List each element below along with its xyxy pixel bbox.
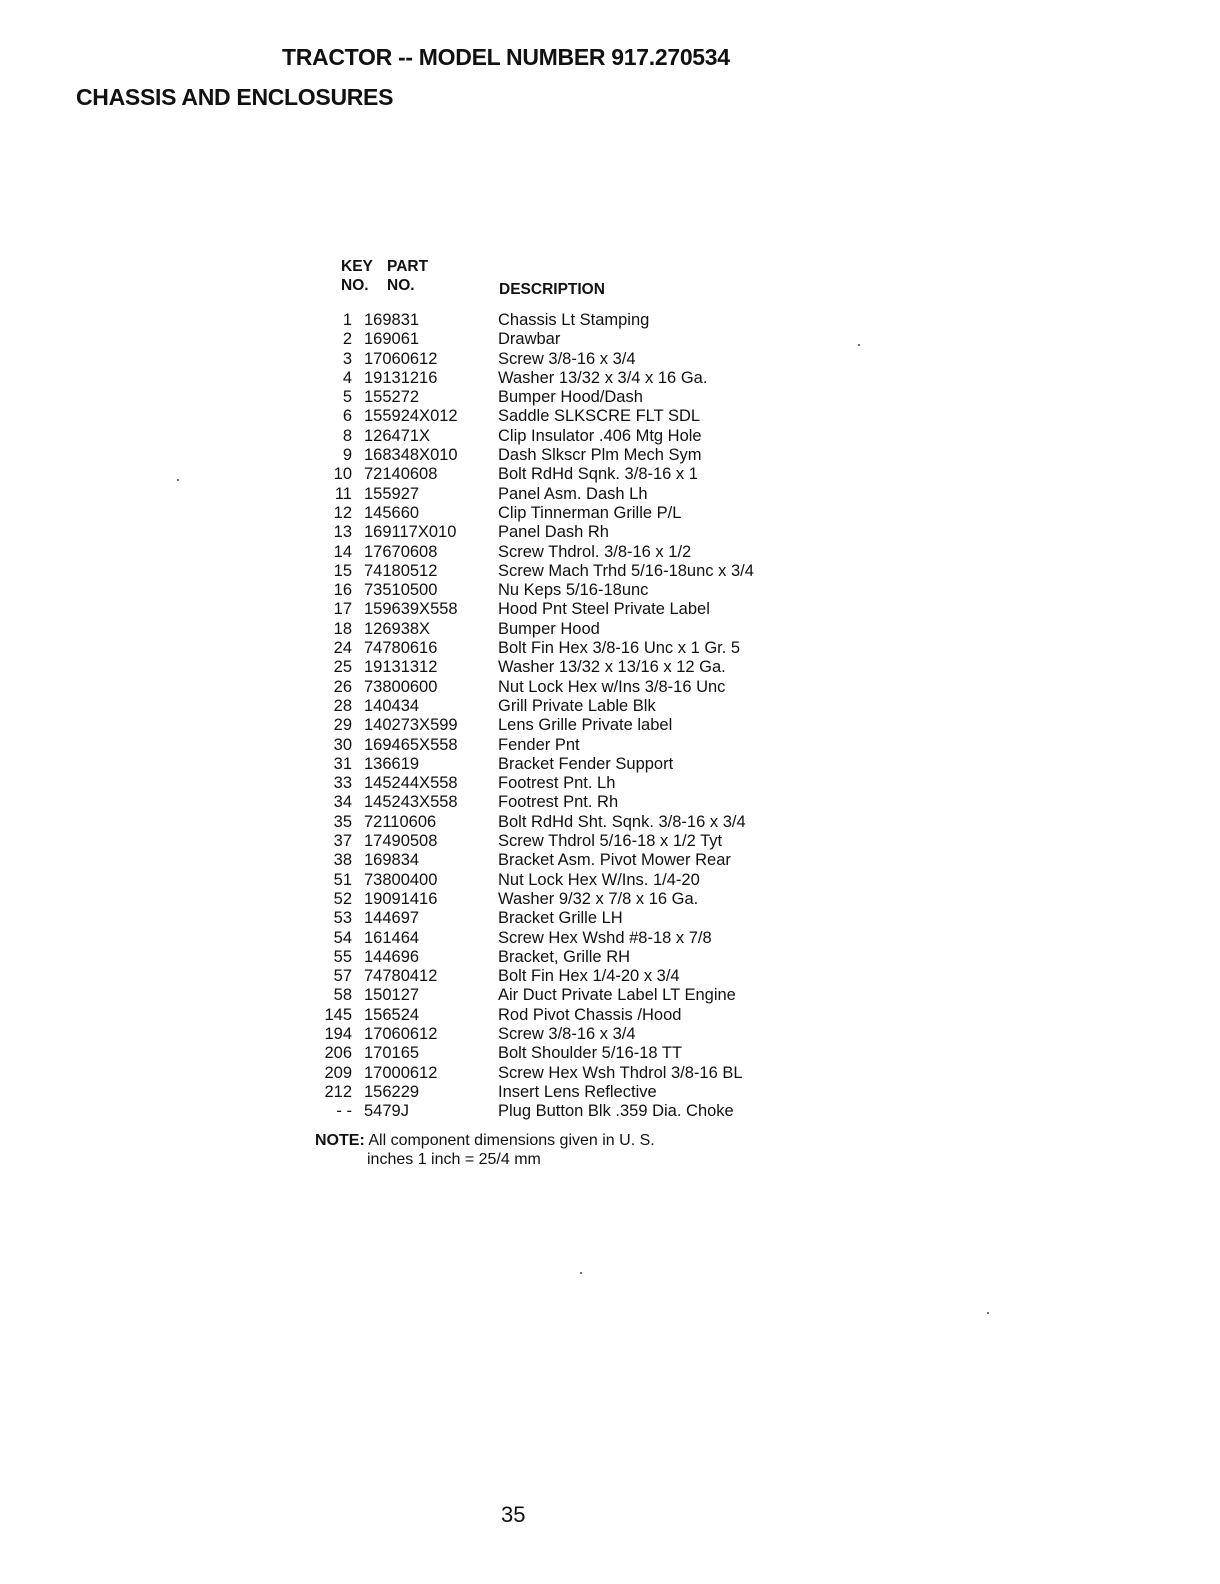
part-no: 170165 (364, 1044, 420, 1063)
parts-row (318, 697, 798, 716)
part-no: 150127 (364, 986, 420, 1005)
part-no: 145243X558 (364, 793, 458, 812)
part-no: 73800400 (364, 870, 438, 889)
part-description: Nut Lock Hex w/Ins 3/8-16 Unc (498, 677, 726, 696)
note-line2: inches 1 inch = 25/4 mm (367, 1151, 541, 1168)
parts-row (318, 311, 798, 330)
scan-speck (987, 1312, 989, 1314)
part-description: Bolt Fin Hex 1/4-20 x 3/4 (498, 967, 680, 986)
key-no: 5 (342, 388, 352, 407)
parts-row (318, 755, 798, 774)
parts-row (318, 407, 798, 426)
key-no: 30 (333, 735, 352, 754)
part-no: 17060612 (364, 1024, 438, 1043)
key-no: 15 (333, 561, 352, 580)
key-no: 194 (324, 1024, 352, 1043)
part-description: Saddle SLKSCRE FLT SDL (498, 407, 701, 426)
part-no: 72110606 (364, 812, 437, 831)
parts-row (318, 523, 798, 542)
key-no: 17 (333, 600, 352, 619)
part-description: Chassis Lt Stamping (498, 311, 650, 329)
col-header-key-no (341, 257, 373, 295)
dimension-note (315, 1131, 655, 1169)
key-no: 6 (342, 407, 352, 426)
part-no: 17000612 (364, 1063, 438, 1082)
part-description: Bumper Hood/Dash (498, 388, 643, 407)
part-description: Bracket Fender Support (498, 754, 674, 773)
part-no: 74180512 (364, 561, 438, 580)
key-no: 13 (333, 523, 352, 542)
parts-row (318, 465, 798, 484)
parts-row (318, 929, 798, 948)
key-no: 58 (333, 986, 352, 1005)
part-description: Bolt RdHd Sht. Sqnk. 3/8-16 x 3/4 (498, 812, 746, 831)
key-no: 4 (342, 368, 352, 387)
parts-row (318, 620, 798, 639)
part-no: 168348X010 (364, 446, 458, 465)
part-no: 126471X (364, 426, 431, 445)
key-no: 209 (324, 1063, 352, 1082)
parts-row (318, 562, 798, 581)
part-description: Screw 3/8-16 x 3/4 (498, 349, 636, 368)
key-no: 53 (333, 909, 352, 928)
part-no: 159639X558 (364, 600, 458, 619)
part-no: 145244X558 (364, 774, 458, 793)
parts-row (318, 851, 798, 870)
part-description: Nut Lock Hex W/Ins. 1/4-20 (498, 870, 700, 889)
part-no: 140273X599 (364, 716, 458, 735)
key-no: 29 (333, 716, 352, 735)
part-description: Washer 9/32 x 7/8 x 16 Ga. (498, 889, 699, 908)
part-no: 74780412 (364, 967, 438, 986)
scan-speck (177, 479, 179, 481)
col-header-key-line1: KEY (341, 258, 373, 275)
parts-list (318, 311, 798, 1121)
parts-row (318, 1102, 798, 1121)
parts-row (318, 369, 798, 388)
key-no: 24 (333, 639, 352, 658)
key-no: 52 (333, 889, 352, 908)
key-no: 33 (333, 774, 352, 793)
part-no: 144696 (364, 947, 420, 966)
part-description: Fender Pnt (498, 735, 580, 754)
parts-row (318, 909, 798, 928)
part-no: 155927 (364, 484, 420, 503)
parts-row (318, 543, 798, 562)
part-description: Washer 13/32 x 3/4 x 16 Ga. (498, 368, 708, 387)
key-no: 8 (342, 426, 352, 445)
part-description: Footrest Pnt. Rh (498, 793, 619, 812)
key-no: 145 (324, 1005, 352, 1024)
part-description: Dash Slkscr Plm Mech Sym (498, 446, 702, 465)
part-no: 17490508 (364, 832, 438, 851)
part-no: 136619 (364, 754, 420, 773)
key-no: 25 (333, 658, 352, 677)
key-no: - - (336, 1102, 352, 1121)
part-description: Bracket, Grille RH (498, 947, 631, 966)
part-description: Bracket Asm. Pivot Mower Rear (498, 851, 731, 870)
key-no: 3 (342, 349, 352, 368)
parts-row (318, 871, 798, 890)
parts-row (318, 678, 798, 697)
parts-row (318, 581, 798, 600)
part-no: 19131216 (364, 368, 438, 387)
part-description: Footrest Pnt. Lh (498, 774, 616, 793)
key-no: 37 (333, 832, 352, 851)
part-description: Plug Button Blk .359 Dia. Choke (498, 1102, 734, 1121)
col-header-part-line2: NO. (387, 277, 415, 294)
part-description: Insert Lens Reflective (498, 1082, 657, 1101)
part-description: Panel Dash Rh (498, 523, 609, 542)
parts-row (318, 446, 798, 465)
part-no: 140434 (364, 696, 420, 715)
part-no: 169834 (364, 851, 420, 870)
note-line1: All component dimensions given in U. S. (368, 1132, 655, 1149)
part-no: 19131312 (364, 658, 438, 677)
col-header-part-line1: PART (387, 258, 429, 275)
part-description: Screw Mach Trhd 5/16-18unc x 3/4 (498, 561, 754, 580)
key-no: 12 (333, 503, 352, 522)
parts-row (318, 639, 798, 658)
col-header-key-line2: NO. (341, 277, 369, 294)
part-no: 72140608 (364, 465, 438, 484)
parts-row (318, 813, 798, 832)
part-description: Drawbar (498, 330, 561, 349)
parts-row (318, 658, 798, 677)
part-description: Screw 3/8-16 x 3/4 (498, 1024, 636, 1043)
part-description: Clip Tinnerman Grille P/L (498, 503, 682, 522)
part-description: Panel Asm. Dash Lh (498, 484, 648, 503)
part-description: Screw Hex Wsh Thdrol 3/8-16 BL (498, 1063, 743, 1082)
part-description: Bumper Hood (498, 619, 600, 638)
parts-row (318, 600, 798, 619)
key-no: 28 (333, 696, 352, 715)
part-no: 17060612 (364, 349, 438, 368)
part-description: Screw Thdrol 5/16-18 x 1/2 Tyt (498, 832, 723, 851)
parts-row (318, 1025, 798, 1044)
part-description: Air Duct Private Label LT Engine (498, 986, 736, 1005)
part-no: 145660 (364, 503, 420, 522)
key-no: 1 (342, 311, 352, 329)
part-description: Clip Insulator .406 Mtg Hole (498, 426, 702, 445)
part-description: Screw Hex Wshd #8-18 x 7/8 (498, 928, 712, 947)
note-label: NOTE: (315, 1132, 365, 1149)
key-no: 212 (324, 1082, 352, 1101)
key-no: 10 (333, 465, 352, 484)
key-no: 11 (334, 484, 352, 503)
part-description: Screw Thdrol. 3/8-16 x 1/2 (498, 542, 692, 561)
part-description: Bolt Shoulder 5/16-18 TT (498, 1044, 683, 1063)
part-description: Bolt RdHd Sqnk. 3/8-16 x 1 (498, 465, 698, 484)
parts-row (318, 832, 798, 851)
scan-speck (580, 1272, 582, 1274)
key-no: 16 (333, 581, 352, 600)
part-no: 17670608 (364, 542, 438, 561)
parts-row (318, 1006, 798, 1025)
part-no: 155272 (364, 388, 420, 407)
parts-row (318, 948, 798, 967)
part-no: 169831 (364, 311, 420, 329)
key-no: 26 (333, 677, 352, 696)
parts-row (318, 330, 798, 349)
key-no: 2 (342, 330, 352, 349)
part-no: 156229 (364, 1082, 420, 1101)
parts-row (318, 986, 798, 1005)
parts-row (318, 716, 798, 735)
scan-speck (858, 344, 860, 346)
part-no: 169117X010 (364, 523, 457, 542)
part-no: 19091416 (364, 889, 438, 908)
col-header-part-no (387, 257, 428, 295)
key-no: 55 (333, 947, 352, 966)
parts-row (318, 967, 798, 986)
page-title: TRACTOR -- MODEL NUMBER 917.270534 (282, 44, 730, 70)
part-no: 73800600 (364, 677, 438, 696)
part-no: 144697 (364, 909, 420, 928)
part-description: Rod Pivot Chassis /Hood (498, 1005, 682, 1024)
part-description: Grill Private Lable Blk (498, 696, 656, 715)
parts-row (318, 504, 798, 523)
key-no: 57 (333, 967, 352, 986)
part-no: 74780616 (364, 639, 438, 658)
part-description: Bolt Fin Hex 3/8-16 Unc x 1 Gr. 5 (498, 639, 741, 658)
parts-row (318, 388, 798, 407)
key-no: 206 (324, 1044, 352, 1063)
part-description: Bracket Grille LH (498, 909, 623, 928)
key-no: 38 (333, 851, 352, 870)
key-no: 9 (342, 446, 352, 465)
part-no: 73510500 (364, 581, 438, 600)
part-no: 169061 (364, 330, 420, 349)
parts-row (318, 1044, 798, 1063)
key-no: 51 (333, 870, 352, 889)
parts-row (318, 485, 798, 504)
page-number: 35 (501, 1502, 526, 1527)
parts-row (318, 427, 798, 446)
key-no: 18 (333, 619, 352, 638)
part-no: 5479J (364, 1102, 409, 1121)
parts-row (318, 774, 798, 793)
part-description: Lens Grille Private label (498, 716, 673, 735)
col-header-description: DESCRIPTION (499, 281, 605, 298)
part-no: 156524 (364, 1005, 420, 1024)
part-no: 169465X558 (364, 735, 458, 754)
key-no: 35 (333, 812, 352, 831)
part-no: 126938X (364, 619, 431, 638)
part-description: Hood Pnt Steel Private Label (498, 600, 710, 619)
key-no: 54 (333, 928, 352, 947)
part-no: 155924X012 (364, 407, 458, 426)
key-no: 34 (333, 793, 352, 812)
section-title: CHASSIS AND ENCLOSURES (76, 84, 394, 110)
parts-row (318, 793, 798, 812)
part-description: Nu Keps 5/16-18unc (498, 581, 649, 600)
parts-row (318, 1064, 798, 1083)
parts-row (318, 1083, 798, 1102)
parts-row (318, 350, 798, 369)
key-no: 31 (333, 754, 352, 773)
part-description: Washer 13/32 x 13/16 x 12 Ga. (498, 658, 726, 677)
part-no: 161464 (364, 928, 420, 947)
key-no: 14 (333, 542, 352, 561)
parts-row (318, 736, 798, 755)
parts-row (318, 890, 798, 909)
